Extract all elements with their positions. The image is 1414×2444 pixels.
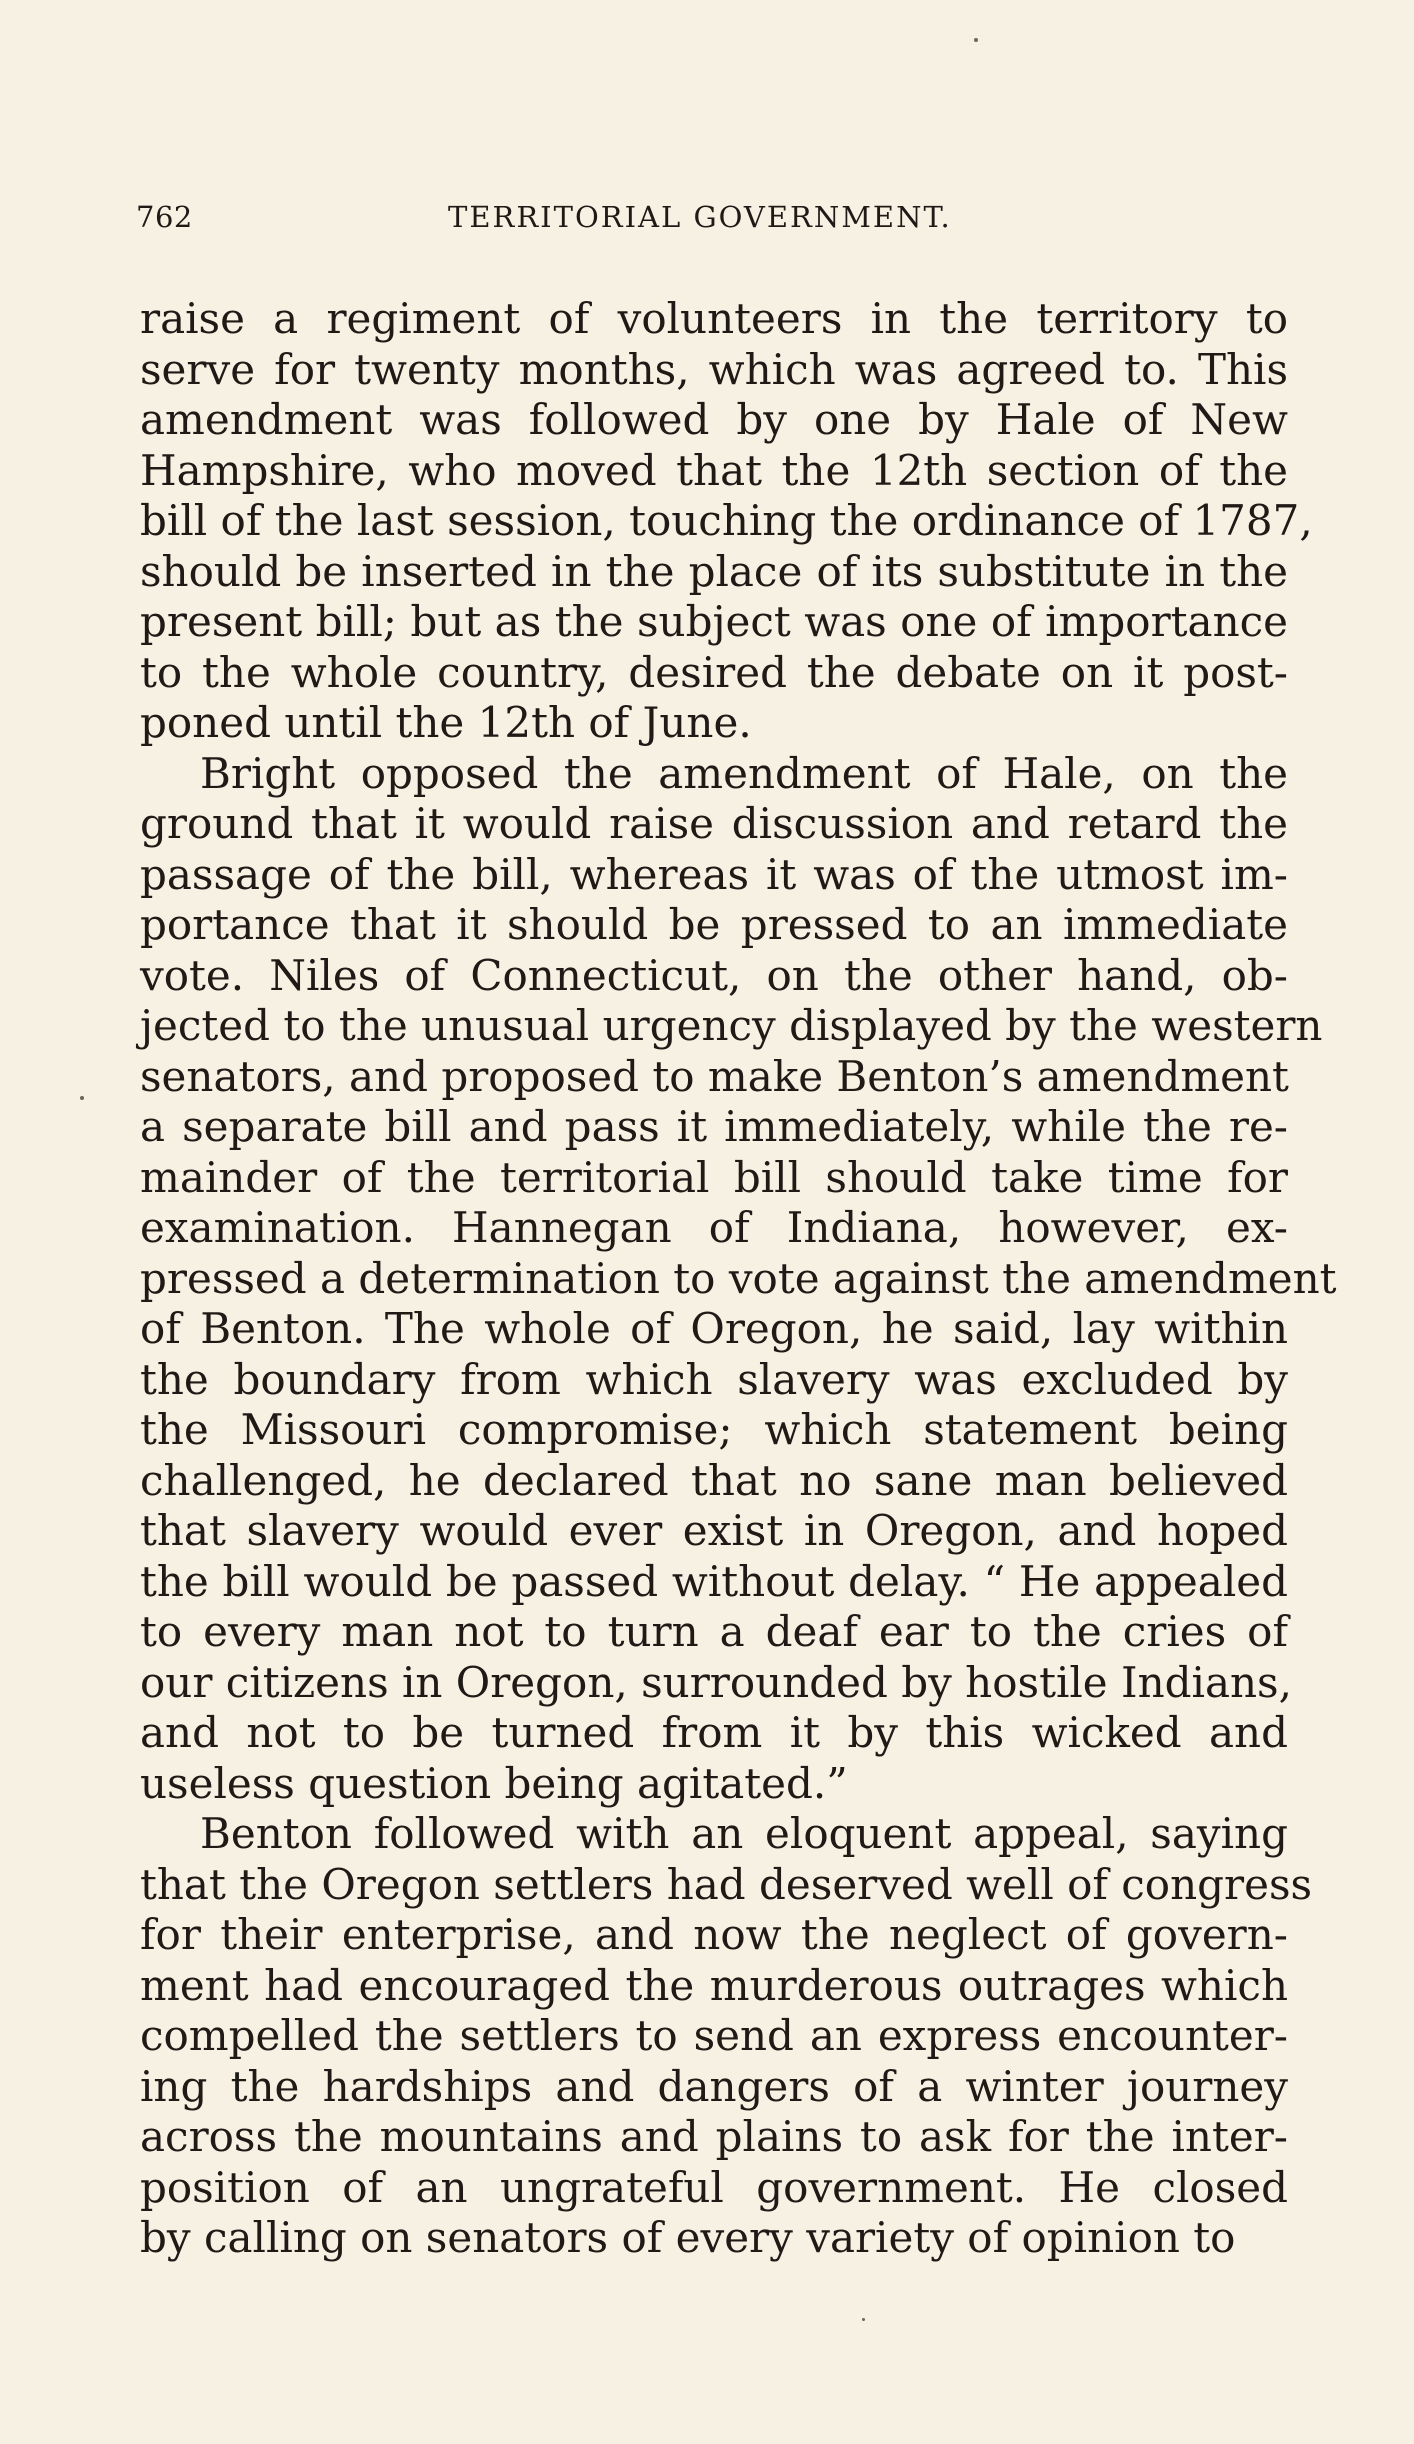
text-line: Hampshire, who moved that the 12th section of the — [140, 445, 1288, 495]
text-line: compelled the settlers to send an express encounter- — [140, 2011, 1288, 2060]
text-line: ground that it would raise discussion and retard the — [140, 799, 1288, 848]
text-line: across the mountains and plains to ask for the inter- — [140, 2112, 1288, 2161]
text-line: portance that it should be pressed to an immediate — [140, 900, 1288, 949]
print-speck — [80, 1096, 84, 1100]
paragraph — [140, 294, 1313, 749]
text-line: passage of the bill, whereas it was of the utmost im- — [140, 849, 1288, 899]
page-header — [136, 200, 1286, 240]
text-line: poned until the 12th of June. — [140, 698, 752, 747]
text-line: that the Oregon settlers had deserved well of congress — [140, 1859, 1313, 1909]
text-line: to the whole country, desired the debate on it post- — [140, 647, 1288, 697]
text-line: ment had encouraged the murderous outrages which — [140, 1960, 1288, 2010]
text-line: and not to be turned from it by this wicked and — [140, 1708, 1288, 1757]
running-head: TERRITORIAL GOVERNMENT. — [448, 200, 952, 234]
text-line: serve for twenty months, which was agreed to. This — [140, 344, 1288, 394]
text-line: the Missouri compromise; which statement being — [140, 1405, 1288, 1454]
text-line: pressed a determination to vote against the amendment — [140, 1253, 1337, 1303]
text-line: should be inserted in the place of its substitute in the — [140, 546, 1288, 596]
text-line: vote. Niles of Connecticut, on the other hand, ob- — [140, 950, 1288, 1000]
text-line: present bill; but as the subject was one of importance — [140, 597, 1288, 646]
body-text — [140, 294, 1337, 2264]
print-speck — [974, 38, 978, 42]
text-line: jected to the unusual urgency displayed by the western — [140, 1001, 1323, 1050]
text-line: our citizens in Oregon, surrounded by hostile Indians, — [140, 1657, 1292, 1707]
text-line: for their enterprise, and now the neglect of govern- — [140, 1910, 1288, 1959]
text-line: the bill would be passed without delay. “ He appealed — [140, 1556, 1288, 1606]
text-line: ing the hardships and dangers of a winter journey — [140, 2061, 1288, 2111]
text-line: that slavery would ever exist in Oregon, and hoped — [140, 1506, 1288, 1555]
paragraph — [140, 1809, 1313, 2264]
text-line: position of an ungrateful government. He closed — [140, 2162, 1288, 2212]
text-line: raise a regiment of volunteers in the territory to — [140, 294, 1288, 343]
text-line: Benton followed with an eloquent appeal, saying — [200, 1809, 1288, 1858]
text-line: amendment was followed by one by Hale of New — [140, 395, 1288, 444]
print-speck — [862, 2318, 865, 2321]
text-line: Bright opposed the amendment of Hale, on the — [200, 748, 1288, 798]
text-line: senators, and proposed to make Benton’s amendment — [140, 1051, 1289, 1101]
text-line: the boundary from which slavery was excluded by — [140, 1354, 1288, 1404]
text-line: of Benton. The whole of Oregon, he said, lay within — [140, 1304, 1288, 1353]
text-line: bill of the last session, touching the ordinance of 1787, — [140, 496, 1313, 545]
text-line: examination. Hannegan of Indiana, however, ex- — [140, 1203, 1288, 1252]
paragraph — [140, 748, 1337, 1810]
text-line: challenged, he declared that no sane man believed — [140, 1455, 1288, 1505]
page-number: 762 — [136, 200, 193, 234]
text-line: to every man not to turn a deaf ear to the cries of — [140, 1607, 1288, 1656]
text-line: by calling on senators of every variety of opinion to — [140, 2213, 1236, 2262]
text-line: mainder of the territorial bill should take time for — [140, 1152, 1288, 1202]
text-line: useless question being agitated.” — [140, 1758, 848, 1808]
text-line: a separate bill and pass it immediately, while the re- — [140, 1102, 1288, 1151]
